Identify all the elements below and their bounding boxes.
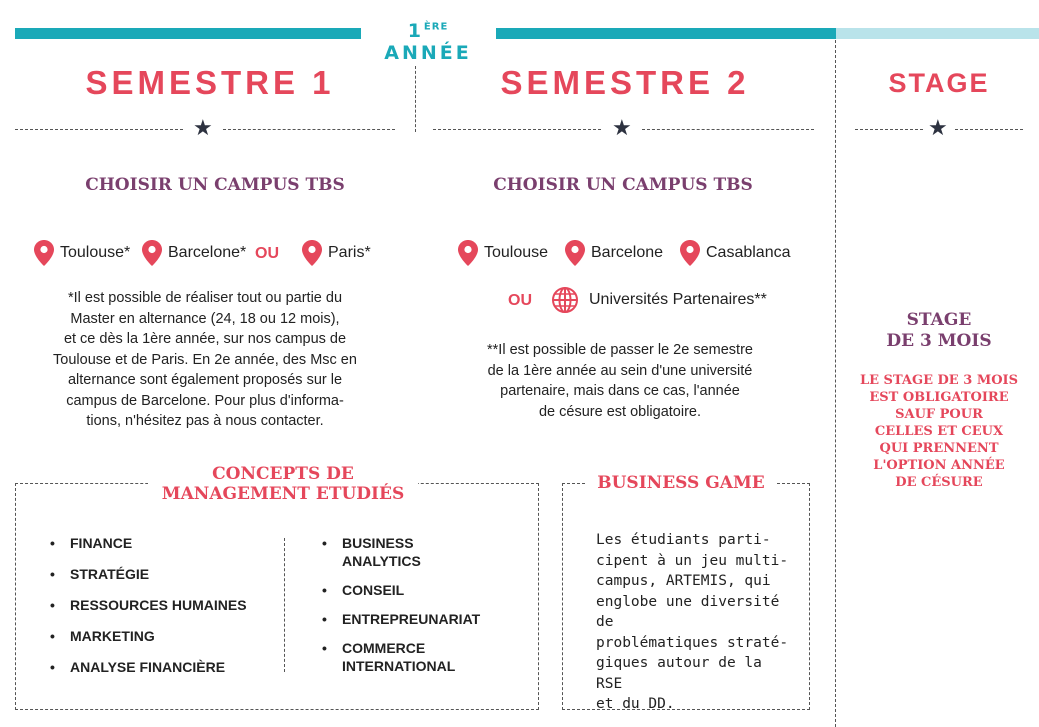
stage-separator-right [955,129,1023,130]
stage-separator-left [855,129,923,130]
list-item: • COMMERCE INTERNATIONAL [320,639,470,675]
or-label-s1: OU [255,245,279,262]
map-pin-icon [302,240,322,266]
star-icon: ★ [612,116,632,141]
stage-obligation-note: LE STAGE DE 3 MOIS EST OBLIGATOIRE SAUF POUR CELLES ET CEUX QUI PRENNENT L'OPTION ANNÉE DE CÉSURE [859,373,1018,490]
location-barcelone-s2: Barcelone [565,240,663,266]
map-pin-icon [142,240,162,266]
year-bar-right [496,28,836,39]
star-icon: ★ [928,116,948,141]
map-pin-icon [458,240,478,266]
map-pin-icon [34,240,54,266]
list-item: • RESSOURCES HUMAINES [48,596,278,614]
sem2-campus-title: CHOISIR UN CAMPUS TBS [493,175,753,195]
sem1-alternance-note: *Il est possible de réaliser tout ou partie du Master en alternance (24, 18 ou 12 mois), et ce dès la 1ère année, sur nos campus de Toulouse et de Paris. En 2e année, des Msc en alternance sont également proposés sur le campus de Barcelone. Pour plus d'informa- tions, n'hésitez pas à nous contacter. [53,290,357,429]
sem2-cesure-note: **Il est possible de passer le 2e semestre de la 1ère année au sein d'une université partenaire, mais dans ce cas, l'année de césure est obligatoire. [487,342,753,420]
location-paris-s1: Paris* [302,240,371,266]
location-barcelone-s1: Barcelone* [142,240,246,266]
sem2-separator-left [433,129,601,130]
divider-sem1-sem2 [415,66,416,132]
list-item: • ENTREPREUNARIAT [320,610,470,628]
globe-icon [551,286,579,314]
concepts-title: CONCEPTS DE MANAGEMENT ETUDIÉS [148,464,418,504]
semestre1-title: SEMESTRE 1 [85,64,335,101]
sem1-separator-right [223,129,395,130]
or-label-s2: OU [508,292,532,309]
list-item: • BUSINESS ANALYTICS [320,534,470,570]
stage-title: STAGE [888,68,990,98]
stage-duration: STAGE DE 3 MOIS [886,310,992,351]
concepts-list-right [320,534,481,675]
concepts-list-left [48,534,278,676]
partner-universities: Universités Partenaires** [551,286,767,314]
map-pin-icon [680,240,700,266]
divider-sem2-stage [835,40,836,727]
list-item: • CONSEIL [320,581,470,599]
sem1-campus-title: CHOISIR UN CAMPUS TBS [85,175,345,195]
star-icon: ★ [193,116,213,141]
business-game-text: Les étudiants parti- cipent à un jeu multi- campus, ARTEMIS, qui englobe une diversité de problématiques straté- giques autour de la RSE et du DD. [596,532,789,712]
list-item: • MARKETING [48,627,278,645]
location-toulouse-s2: Toulouse [458,240,548,266]
year-title: 1ÈRE ANNÉE [384,20,472,64]
location-toulouse-s1: Toulouse* [34,240,130,266]
sem1-separator-left [15,129,183,130]
sem2-separator-right [642,129,814,130]
location-casablanca-s2: Casablanca [680,240,791,266]
semestre2-title: SEMESTRE 2 [500,64,750,101]
map-pin-icon [565,240,585,266]
year-bar-left [15,28,361,39]
list-item: • FINANCE [48,534,278,552]
business-game-title: BUSINESS GAME [586,473,776,493]
concepts-column-divider [284,538,285,672]
list-item: • ANALYSE FINANCIÈRE [48,658,278,676]
list-item: • STRATÉGIE [48,565,278,583]
stage-bar [836,28,1039,39]
